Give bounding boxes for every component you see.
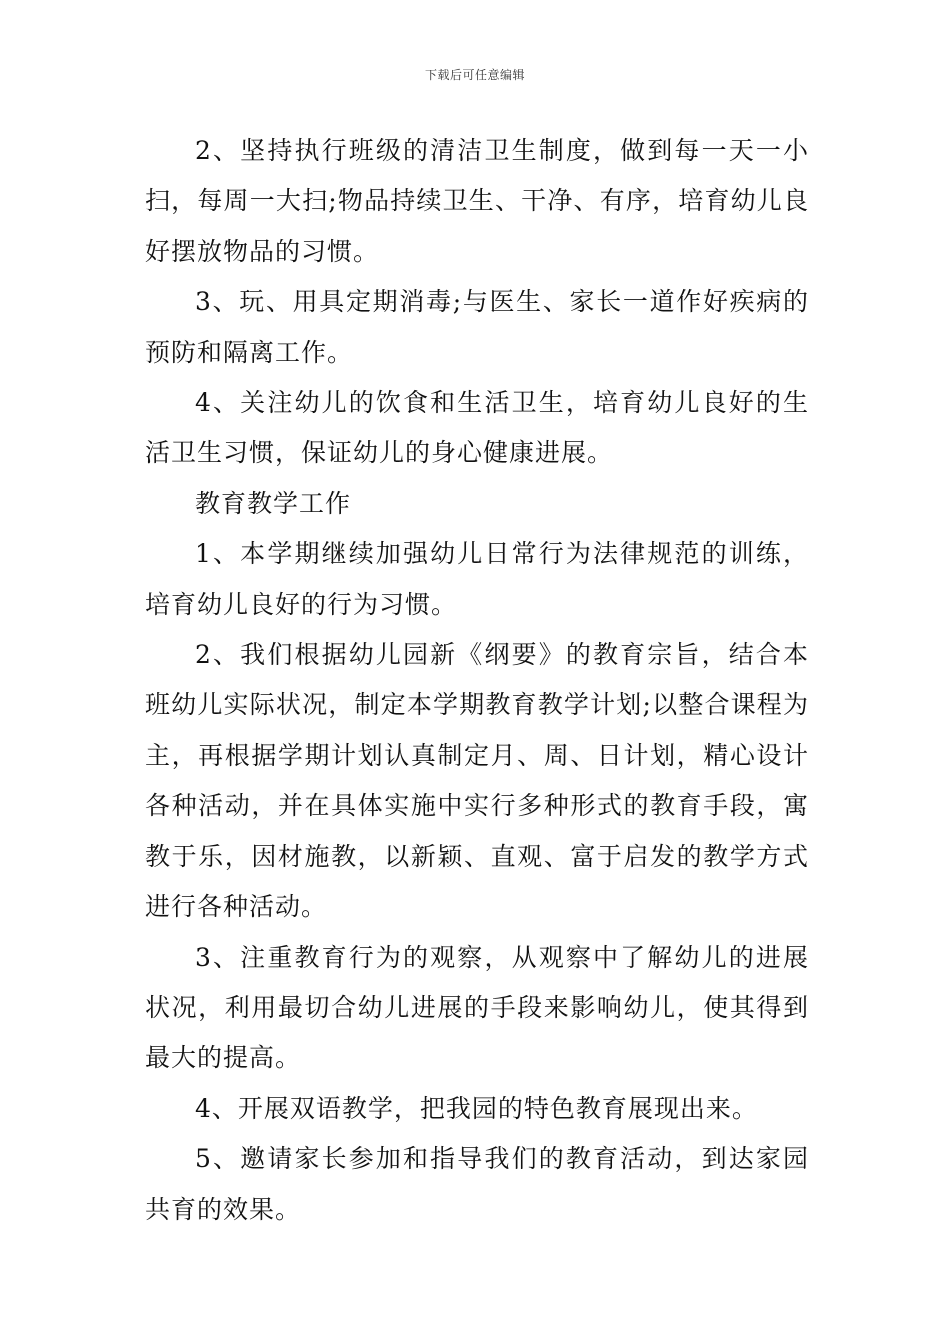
paragraph-teaching-plan: 2、我们根据幼儿园新《纲要》的教育宗旨，结合本班幼儿实际状况，制定本学期教育教学计划;以整合课程为主，再根据学期计划认真制定月、周、日计划，精心设计各种活动，并在具体实施中实行多种形式的教育手段，寓教于乐，因材施教，以新颖、直观、富于启发的教学方式进行各种活动。 <box>145 640 809 922</box>
section-heading-teaching: 教育教学工作 <box>195 488 352 518</box>
paragraph-bilingual: 4、开展双语教学，把我园的特色教育展现出来。 <box>195 1093 758 1123</box>
paragraph-hygiene-system: 2、坚持执行班级的清洁卫生制度，做到每一天一小扫，每周一大扫;物品持续卫生、干净、有序，培育幼儿良好摆放物品的习惯。 <box>145 136 809 266</box>
paragraph-observation: 3、注重教育行为的观察，从观察中了解幼儿的进展状况，利用最切合幼儿进展的手段来影响幼儿，使其得到最大的提高。 <box>145 942 809 1073</box>
paragraph-diet-hygiene: 4、关注幼儿的饮食和生活卫生，培育幼儿良好的生活卫生习惯，保证幼儿的身心健康进展。 <box>145 388 809 468</box>
paragraph-parent-participation: 5、邀请家长参加和指导我们的教育活动，到达家园共育的效果。 <box>145 1144 809 1224</box>
paragraph-disinfection: 3、玩、用具定期消毒;与医生、家长一道作好疾病的预防和隔离工作。 <box>145 287 809 367</box>
document-body <box>145 126 809 1235</box>
paragraph-behavior-training: 1、本学期继续加强幼儿日常行为法律规范的训练，培育幼儿良好的行为习惯。 <box>145 539 809 619</box>
header-note: 下载后可任意编辑 <box>424 68 525 82</box>
